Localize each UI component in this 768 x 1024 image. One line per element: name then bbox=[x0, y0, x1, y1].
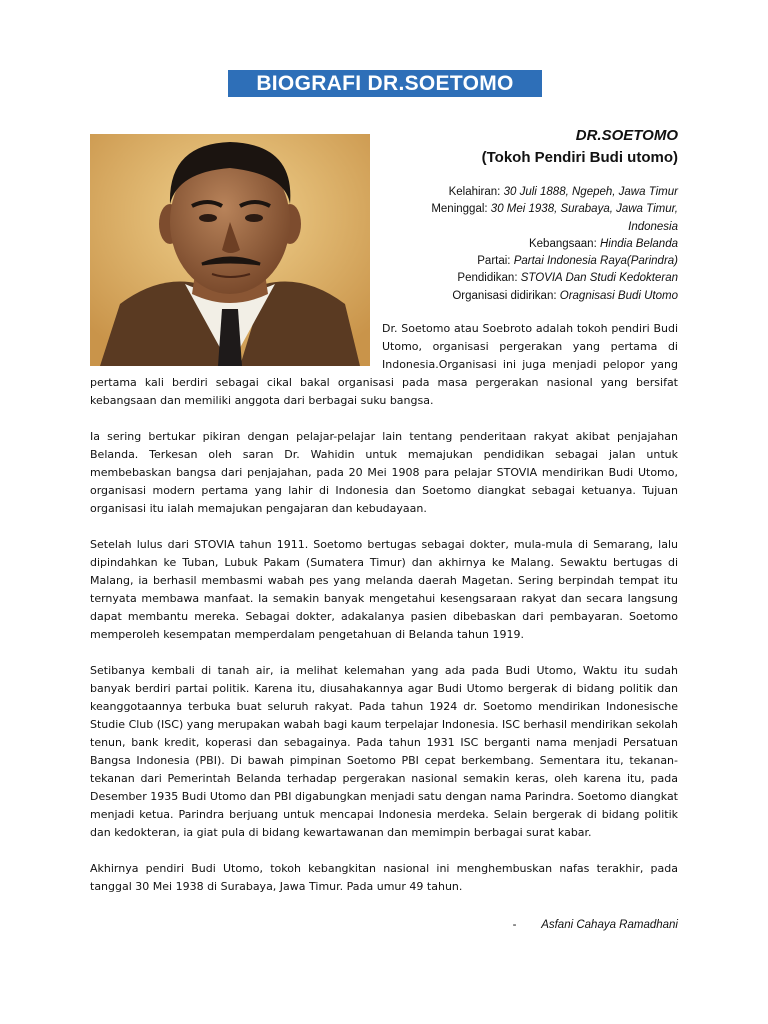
paragraph-1: Dr. Soetomo atau Soebroto adalah tokoh pendiri Budi Utomo, organisasi pergerakan yang pertama di Indonesia.Organisasi ini juga menjadi pelopor yang pertama kali berdiri sebagai cikal bakal organisasi pada masa pergerakan nasional yang bersifat kebangsaan dan memiliki anggota dari berbagai suku bangsa. bbox=[90, 322, 678, 407]
heading-name: DR.SOETOMO bbox=[575, 127, 678, 144]
biography-body bbox=[90, 320, 678, 914]
heading-subtitle: (Tokoh Pendiri Budi utomo) bbox=[481, 149, 678, 166]
fact-label: Kebangsaan: bbox=[528, 237, 597, 250]
fact-value: Partai Indonesia Raya(Parindra) bbox=[513, 255, 678, 268]
fact-value: Oragnisasi Budi Utomo bbox=[559, 289, 678, 302]
paragraph-2: Ia sering bertukar pikiran dengan pelajar-pelajar lain tentang penderitaan rakyat akibat penjajahan Belanda. Terkesan oleh saran Dr. Wahidin untuk memajukan pendidikan sebagai jalan untuk membebaskan bangsa dari penjajahan, pada 20 Mei 1908 para pelajar STOVIA mendirikan Budi Utomo, organisasi modern pertama yang lahir di Indonesia dan Soetomo diangkat sebagai ketuanya. Tujuan organisasi itu ialah memajukan pengajaran dan kebudayaan. bbox=[90, 430, 678, 515]
fact-value: Indonesia bbox=[628, 220, 678, 233]
paragraph-3: Setelah lulus dari STOVIA tahun 1911. Soetomo bertugas sebagai dokter, mula-mula di Semarang, lalu dipindahkan ke Tuban, Lubuk Pakam (Sumatera Timur) dan akhirnya ke Malang. Sewaktu bertugas di Malang, ia berhasil membasmi wabah pes yang melanda daerah Magetan. Sering berpindah tempat itu ternyata membawa manfaat. Ia semakin banyak mengetahui kesengsaraan rakyat dan secara langsung dapat membantu mereka. Sebagai dokter, adakalanya pasien dibebaskan dari pembayaran. Soetomo memperoleh kesempatan memperdalam pengetahuan di Belanda tahun 1919. bbox=[90, 538, 678, 641]
fact-birth bbox=[348, 184, 678, 201]
fact-label: Meninggal: bbox=[431, 203, 488, 216]
fact-death bbox=[348, 201, 678, 218]
page-title: BIOGRAFI DR.SOETOMO bbox=[228, 70, 542, 97]
fact-value: 30 Juli 1888, Ngepeh, Jawa Timur bbox=[503, 186, 678, 198]
paragraph-5: Akhirnya pendiri Budi Utomo, tokoh kebangkitan nasional ini menghembuskan nafas terakhir, pada tanggal 30 Mei 1938 di Surabaya, Jawa Timur. Pada umur 49 tahun. bbox=[90, 862, 678, 893]
facts-list bbox=[348, 184, 678, 305]
fact-party bbox=[348, 253, 678, 270]
fact-label: Kelahiran: bbox=[448, 186, 501, 198]
fact-label: Organisasi didirikan: bbox=[452, 289, 557, 302]
fact-value: 30 Mei 1938, Surabaya, Jawa Timur, bbox=[490, 203, 678, 216]
paragraph-4: Setibanya kembali di tanah air, ia melihat kelemahan yang ada pada Budi Utomo, Waktu itu sudah banyak berdiri partai politik. Karena itu, diusahakannya agar Budi Utomo bergerak di bidang politik dan keanggotaannya terbuka buat seluruh rakyat. Pada tahun 1924 dr. Soetomo mendirikan Indonesische Studie Club (ISC) yang merupakan wabah bagi kaum terpelajar Indonesia. ISC berhasil mendirikan sekolah tenun, bank kredit, koperasi dan sebagainya. Pada tahun 1931 ISC berganti nama menjadi Persatuan Bangsa Indonesia (PBI). Di bawah pimpinan Soetomo PBI cepat berkembang. Sementara itu, tekanan-tekanan dari Pemerintah Belanda terhadap pergerakan nasional semakin keras, oleh karena itu, pada Desember 1935 Budi Utomo dan PBI digabungkan menjadi satu dengan nama Parindra. Soetomo diangkat menjadi ketua. Parindra berjuang untuk mencapai Indonesia merdeka. Selain bergerak di bidang politik dan kedokteran, ia giat pula di bidang kewartawanan dan memimpin berbagai surat kabar. bbox=[90, 664, 678, 839]
fact-nationality bbox=[348, 236, 678, 253]
fact-label: Partai: bbox=[477, 255, 511, 268]
fact-value: Hindia Belanda bbox=[599, 237, 678, 250]
author-dash: - bbox=[512, 919, 517, 931]
fact-education bbox=[348, 270, 678, 287]
fact-death-cont bbox=[348, 219, 678, 236]
fact-value: STOVIA Dan Studi Kedokteran bbox=[520, 272, 678, 285]
author-signature bbox=[513, 919, 678, 931]
author-name: Asfani Cahaya Ramadhani bbox=[541, 919, 678, 931]
fact-label: Pendidikan: bbox=[457, 272, 518, 285]
image-wrap-spacer bbox=[90, 320, 382, 374]
fact-organization bbox=[348, 288, 678, 305]
